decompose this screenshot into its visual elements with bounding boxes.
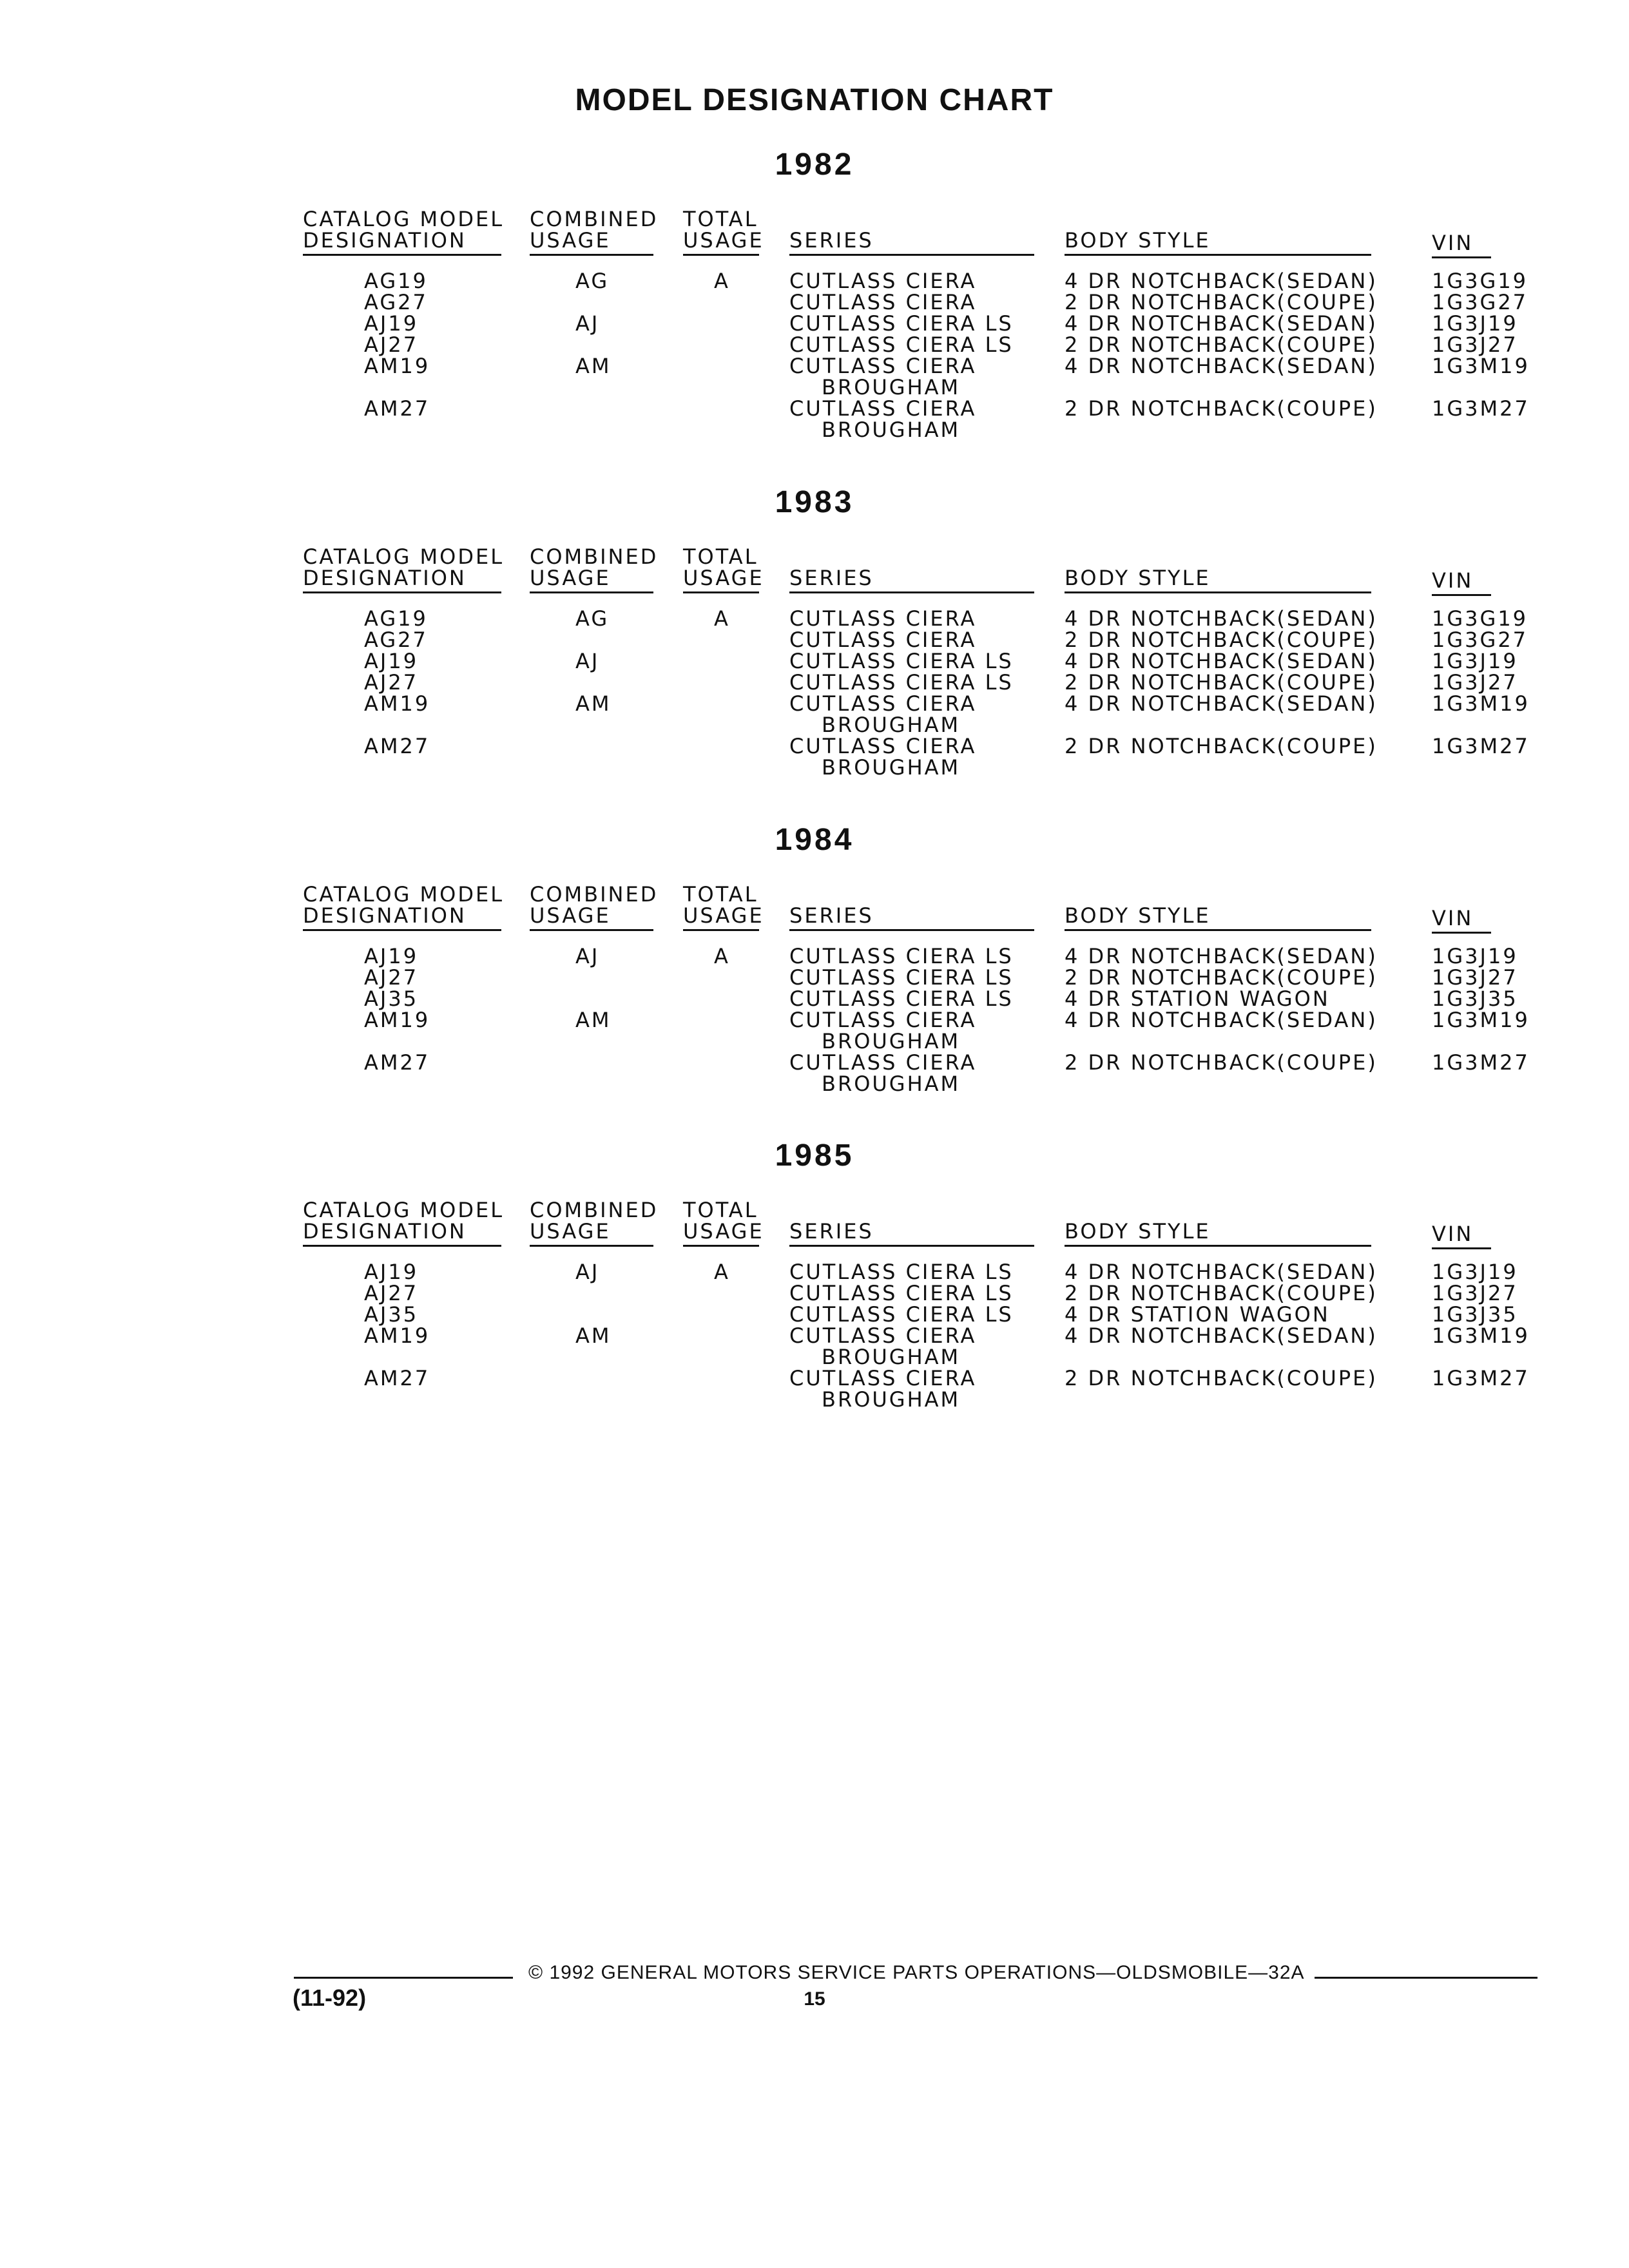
cell-catalog: AJ27 xyxy=(364,1281,419,1305)
cell-body-style: 2 DR NOTCHBACK(COUPE) xyxy=(1065,1281,1378,1305)
cell-combined: AJ xyxy=(575,944,600,968)
cell-series-continued: BROUGHAM xyxy=(822,375,961,399)
header-body-style: BODY STYLE xyxy=(1065,228,1211,253)
cell-body-style: 2 DR NOTCHBACK(COUPE) xyxy=(1065,628,1378,652)
header-underline-series xyxy=(789,254,1034,256)
section-year: 1984 xyxy=(775,823,854,857)
cell-vin: 1G3J27 xyxy=(1432,1281,1518,1305)
cell-vin: 1G3M19 xyxy=(1432,691,1530,716)
header-underline-catalog xyxy=(303,254,501,256)
cell-catalog: AJ19 xyxy=(364,1260,419,1284)
cell-catalog: AG27 xyxy=(364,628,428,652)
cell-combined: AG xyxy=(575,606,610,631)
cell-vin: 1G3G27 xyxy=(1432,290,1528,314)
cell-vin: 1G3M27 xyxy=(1432,734,1530,758)
cell-series: CUTLASS CIERA xyxy=(789,734,977,758)
cell-body-style: 4 DR NOTCHBACK(SEDAN) xyxy=(1065,269,1378,293)
cell-body-style: 2 DR NOTCHBACK(COUPE) xyxy=(1065,396,1378,421)
cell-body-style: 4 DR NOTCHBACK(SEDAN) xyxy=(1065,1323,1378,1348)
header-catalog-line2: DESIGNATION xyxy=(303,903,467,928)
cell-series: CUTLASS CIERA LS xyxy=(789,311,1014,336)
header-underline-combined xyxy=(530,254,653,256)
cell-vin: 1G3G19 xyxy=(1432,606,1528,631)
header-underline-series xyxy=(789,591,1034,593)
cell-vin: 1G3G19 xyxy=(1432,269,1528,293)
header-underline-body xyxy=(1065,929,1371,931)
header-catalog-line1: CATALOG MODEL xyxy=(303,207,505,231)
header-catalog-line1: CATALOG MODEL xyxy=(303,882,505,907)
cell-body-style: 2 DR NOTCHBACK(COUPE) xyxy=(1065,670,1378,695)
cell-catalog: AJ19 xyxy=(364,311,419,336)
cell-catalog: AG27 xyxy=(364,290,428,314)
cell-series-continued: BROUGHAM xyxy=(822,1072,961,1096)
cell-series: CUTLASS CIERA xyxy=(789,1323,977,1348)
cell-series-continued: BROUGHAM xyxy=(822,418,961,442)
cell-body-style: 4 DR STATION WAGON xyxy=(1065,1302,1330,1327)
cell-body-style: 2 DR NOTCHBACK(COUPE) xyxy=(1065,290,1378,314)
header-combined-line1: COMBINED xyxy=(530,544,659,569)
cell-body-style: 4 DR NOTCHBACK(SEDAN) xyxy=(1065,354,1378,378)
cell-catalog: AM19 xyxy=(364,1008,430,1032)
cell-catalog: AM19 xyxy=(364,354,430,378)
cell-series: CUTLASS CIERA xyxy=(789,1008,977,1032)
cell-body-style: 2 DR NOTCHBACK(COUPE) xyxy=(1065,332,1378,357)
header-total-line1: TOTAL xyxy=(683,882,758,907)
cell-catalog: AJ27 xyxy=(364,670,419,695)
cell-series: CUTLASS CIERA xyxy=(789,691,977,716)
cell-catalog: AM27 xyxy=(364,734,430,758)
header-underline-vin xyxy=(1432,256,1491,258)
header-underline-catalog xyxy=(303,1245,501,1247)
year-section-1984 xyxy=(0,822,1629,1157)
cell-catalog: AM19 xyxy=(364,1323,430,1348)
cell-series: CUTLASS CIERA xyxy=(789,269,977,293)
header-body-style: BODY STYLE xyxy=(1065,566,1211,590)
header-underline-catalog xyxy=(303,591,501,593)
header-total-line1: TOTAL xyxy=(683,1198,758,1222)
header-series: SERIES xyxy=(789,1219,874,1244)
header-underline-total xyxy=(683,254,759,256)
header-underline-combined xyxy=(530,929,653,931)
footer-copyright: © 1992 GENERAL MOTORS SERVICE PARTS OPERATIONS—OLDSMOBILE—32A xyxy=(528,1962,1305,1983)
header-combined-line2: USAGE xyxy=(530,566,611,590)
cell-vin: 1G3J19 xyxy=(1432,944,1518,968)
cell-catalog: AJ35 xyxy=(364,986,419,1011)
cell-series: CUTLASS CIERA LS xyxy=(789,1281,1014,1305)
header-combined-line2: USAGE xyxy=(530,903,611,928)
cell-catalog: AJ27 xyxy=(364,965,419,990)
header-body-style: BODY STYLE xyxy=(1065,903,1211,928)
header-catalog-line2: DESIGNATION xyxy=(303,228,467,253)
cell-vin: 1G3G27 xyxy=(1432,628,1528,652)
cell-catalog: AJ19 xyxy=(364,944,419,968)
header-catalog-line2: DESIGNATION xyxy=(303,1219,467,1244)
cell-vin: 1G3J27 xyxy=(1432,670,1518,695)
header-combined-line2: USAGE xyxy=(530,1219,611,1244)
cell-body-style: 2 DR NOTCHBACK(COUPE) xyxy=(1065,965,1378,990)
cell-series: CUTLASS CIERA xyxy=(789,628,977,652)
footer-rule-left xyxy=(294,1977,513,1979)
header-underline-vin xyxy=(1432,1247,1491,1249)
header-catalog-line2: DESIGNATION xyxy=(303,566,467,590)
cell-vin: 1G3J19 xyxy=(1432,1260,1518,1284)
header-vin: VIN xyxy=(1432,568,1474,593)
cell-series: CUTLASS CIERA LS xyxy=(789,1260,1014,1284)
header-series: SERIES xyxy=(789,566,874,590)
header-underline-body xyxy=(1065,591,1371,593)
cell-vin: 1G3J19 xyxy=(1432,649,1518,673)
cell-vin: 1G3M19 xyxy=(1432,1323,1530,1348)
cell-series: CUTLASS CIERA xyxy=(789,354,977,378)
cell-catalog: AJ27 xyxy=(364,332,419,357)
cell-combined: AJ xyxy=(575,1260,600,1284)
header-total-line1: TOTAL xyxy=(683,544,758,569)
header-total-line2: USAGE xyxy=(683,903,764,928)
cell-series: CUTLASS CIERA xyxy=(789,1050,977,1075)
cell-catalog: AM19 xyxy=(364,691,430,716)
cell-series-continued: BROUGHAM xyxy=(822,713,961,737)
cell-catalog: AM27 xyxy=(364,1050,430,1075)
cell-vin: 1G3J35 xyxy=(1432,1302,1518,1327)
cell-combined: AJ xyxy=(575,311,600,336)
header-underline-total xyxy=(683,1245,759,1247)
cell-series-continued: BROUGHAM xyxy=(822,1387,961,1412)
header-vin: VIN xyxy=(1432,1222,1474,1246)
header-vin: VIN xyxy=(1432,231,1474,255)
cell-combined: AM xyxy=(575,1323,612,1348)
header-underline-body xyxy=(1065,1245,1371,1247)
year-section-1983 xyxy=(0,485,1629,820)
cell-vin: 1G3J35 xyxy=(1432,986,1518,1011)
header-combined-line1: COMBINED xyxy=(530,882,659,907)
cell-series-continued: BROUGHAM xyxy=(822,1029,961,1053)
header-underline-catalog xyxy=(303,929,501,931)
year-section-1982 xyxy=(0,147,1629,482)
header-body-style: BODY STYLE xyxy=(1065,1219,1211,1244)
header-combined-line1: COMBINED xyxy=(530,1198,659,1222)
cell-catalog: AG19 xyxy=(364,269,428,293)
cell-series: CUTLASS CIERA xyxy=(789,1366,977,1390)
cell-combined: AM xyxy=(575,354,612,378)
section-year: 1985 xyxy=(775,1139,854,1173)
cell-vin: 1G3M19 xyxy=(1432,1008,1530,1032)
cell-combined: AM xyxy=(575,1008,612,1032)
cell-body-style: 4 DR NOTCHBACK(SEDAN) xyxy=(1065,311,1378,336)
header-catalog-line1: CATALOG MODEL xyxy=(303,1198,505,1222)
header-underline-combined xyxy=(530,1245,653,1247)
cell-series: CUTLASS CIERA LS xyxy=(789,944,1014,968)
cell-catalog: AM27 xyxy=(364,1366,430,1390)
year-section-1985 xyxy=(0,1138,1629,1473)
cell-series-continued: BROUGHAM xyxy=(822,755,961,780)
header-combined-line2: USAGE xyxy=(530,228,611,253)
footer-rule-right xyxy=(1315,1977,1537,1979)
cell-combined: AG xyxy=(575,269,610,293)
cell-catalog: AJ35 xyxy=(364,1302,419,1327)
header-underline-total xyxy=(683,591,759,593)
cell-total: A xyxy=(714,269,730,293)
header-catalog-line1: CATALOG MODEL xyxy=(303,544,505,569)
cell-series: CUTLASS CIERA LS xyxy=(789,965,1014,990)
cell-combined: AJ xyxy=(575,649,600,673)
cell-catalog: AJ19 xyxy=(364,649,419,673)
header-combined-line1: COMBINED xyxy=(530,207,659,231)
header-underline-body xyxy=(1065,254,1371,256)
header-series: SERIES xyxy=(789,228,874,253)
footer-date: (11-92) xyxy=(293,1984,367,2011)
cell-body-style: 4 DR NOTCHBACK(SEDAN) xyxy=(1065,649,1378,673)
header-total-line2: USAGE xyxy=(683,566,764,590)
cell-vin: 1G3J27 xyxy=(1432,965,1518,990)
header-underline-combined xyxy=(530,591,653,593)
cell-body-style: 4 DR NOTCHBACK(SEDAN) xyxy=(1065,1008,1378,1032)
cell-series: CUTLASS CIERA LS xyxy=(789,670,1014,695)
cell-vin: 1G3M27 xyxy=(1432,1050,1530,1075)
cell-body-style: 4 DR STATION WAGON xyxy=(1065,986,1330,1011)
cell-series: CUTLASS CIERA LS xyxy=(789,649,1014,673)
cell-body-style: 4 DR NOTCHBACK(SEDAN) xyxy=(1065,606,1378,631)
cell-catalog: AM27 xyxy=(364,396,430,421)
cell-body-style: 4 DR NOTCHBACK(SEDAN) xyxy=(1065,691,1378,716)
section-year: 1983 xyxy=(775,485,854,519)
cell-series: CUTLASS CIERA LS xyxy=(789,1302,1014,1327)
section-year: 1982 xyxy=(775,148,854,182)
cell-total: A xyxy=(714,606,730,631)
header-underline-total xyxy=(683,929,759,931)
cell-catalog: AG19 xyxy=(364,606,428,631)
cell-total: A xyxy=(714,1260,730,1284)
header-underline-series xyxy=(789,929,1034,931)
header-total-line1: TOTAL xyxy=(683,207,758,231)
header-vin: VIN xyxy=(1432,906,1474,930)
header-total-line2: USAGE xyxy=(683,1219,764,1244)
cell-vin: 1G3M27 xyxy=(1432,396,1530,421)
cell-body-style: 2 DR NOTCHBACK(COUPE) xyxy=(1065,1050,1378,1075)
cell-series: CUTLASS CIERA LS xyxy=(789,986,1014,1011)
cell-vin: 1G3J19 xyxy=(1432,311,1518,336)
cell-body-style: 4 DR NOTCHBACK(SEDAN) xyxy=(1065,1260,1378,1284)
cell-series: CUTLASS CIERA xyxy=(789,396,977,421)
cell-body-style: 4 DR NOTCHBACK(SEDAN) xyxy=(1065,944,1378,968)
cell-series: CUTLASS CIERA xyxy=(789,290,977,314)
cell-vin: 1G3J27 xyxy=(1432,332,1518,357)
header-underline-vin xyxy=(1432,932,1491,934)
header-underline-vin xyxy=(1432,594,1491,596)
cell-body-style: 2 DR NOTCHBACK(COUPE) xyxy=(1065,734,1378,758)
page-number: 15 xyxy=(804,1988,825,2010)
cell-vin: 1G3M27 xyxy=(1432,1366,1530,1390)
cell-series-continued: BROUGHAM xyxy=(822,1345,961,1369)
cell-series: CUTLASS CIERA LS xyxy=(789,332,1014,357)
cell-total: A xyxy=(714,944,730,968)
header-series: SERIES xyxy=(789,903,874,928)
cell-combined: AM xyxy=(575,691,612,716)
page-title: MODEL DESIGNATION CHART xyxy=(575,83,1054,117)
cell-body-style: 2 DR NOTCHBACK(COUPE) xyxy=(1065,1366,1378,1390)
cell-vin: 1G3M19 xyxy=(1432,354,1530,378)
header-underline-series xyxy=(789,1245,1034,1247)
header-total-line2: USAGE xyxy=(683,228,764,253)
cell-series: CUTLASS CIERA xyxy=(789,606,977,631)
